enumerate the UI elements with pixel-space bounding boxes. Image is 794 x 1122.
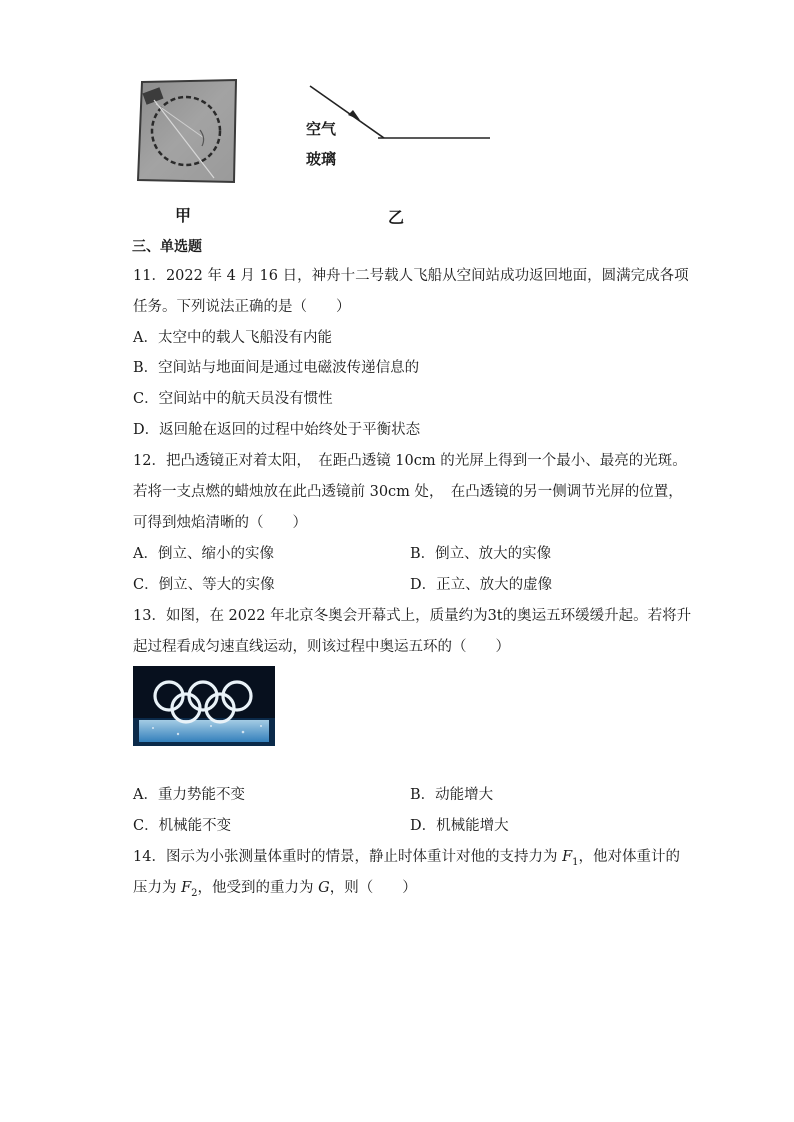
q13-option-c: C．机械能不变 <box>133 818 232 834</box>
q14-sub-2: 2 <box>191 887 198 899</box>
q13-option-d: D．机械能增大 <box>410 818 509 834</box>
q13-stem-line1: 13．如图，在 2022 年北京冬奥会开幕式上，质量约为3t的奥运五环缓缓升起。若将升 <box>133 608 692 624</box>
q12-option-a: A．倒立、缩小的实像 <box>133 546 274 562</box>
q14-line1-text-a: 14．图示为小张测量体重时的情景，静止时体重计对他的支持力为 <box>133 849 563 865</box>
q14-sub-1: 1 <box>572 856 579 868</box>
q11-option-a: A．太空中的载人飞船没有内能 <box>133 330 332 346</box>
q11-option-b: B．空间站与地面间是通过电磁波传递信息的 <box>133 360 420 376</box>
q12-stem-line2: 若将一支点燃的蜡烛放在此凸透镜前 30cm 处， 在凸透镜的另一侧调节光屏的位置， <box>133 484 683 500</box>
ray-arrow <box>348 110 360 120</box>
q14-var-f1: F <box>562 849 573 865</box>
q14-line2-text-c: ，则（ ） <box>329 880 417 896</box>
q14-line2-text-b: ，他受到的重力为 <box>197 880 319 896</box>
q14-stem-line2 <box>133 878 417 904</box>
q11-option-c: C．空间站中的航天员没有惯性 <box>133 391 333 407</box>
section-heading: 三、单选题 <box>132 239 202 255</box>
q14-var-g: G <box>318 880 330 896</box>
olympic-rings-photo <box>133 666 275 746</box>
q14-stem-line1 <box>133 847 680 873</box>
q12-option-d: D．正立、放大的虚像 <box>410 577 553 593</box>
q14-line2-text-a: 压力为 <box>133 880 182 896</box>
q11-stem-line2: 任务。下列说法正确的是（ ） <box>133 299 351 315</box>
figure-jia-image <box>134 78 238 186</box>
label-glass: 玻璃 <box>306 150 337 168</box>
q12-option-b: B．倒立、放大的实像 <box>410 546 552 562</box>
q14-var-f2: F <box>181 880 192 896</box>
q11-stem-line1: 11．2022 年 4 月 16 日，神舟十二号载人飞船从空间站成功返回地面，圆满完成各项 <box>133 268 689 284</box>
q11-option-d: D．返回舱在返回的过程中始终处于平衡状态 <box>133 422 421 438</box>
figure-yi-caption: 乙 <box>388 208 405 227</box>
q12-option-c: C．倒立、等大的实像 <box>133 577 275 593</box>
q13-stem-line2: 起过程看成匀速直线运动，则该过程中奥运五环的（ ） <box>133 639 510 655</box>
q12-stem-line3: 可得到烛焰清晰的（ ） <box>133 515 307 531</box>
q13-option-b: B．动能增大 <box>410 787 494 803</box>
q14-line1-text-b: ，他对体重计的 <box>578 849 680 865</box>
q13-option-a: A．重力势能不变 <box>133 787 245 803</box>
label-air: 空气 <box>306 120 337 138</box>
figure-jia-caption: 甲 <box>175 206 192 225</box>
q12-stem-line1: 12．把凸透镜正对着太阳， 在距凸透镜 10cm 的光屏上得到一个最小、最亮的光斑。 <box>133 453 687 469</box>
